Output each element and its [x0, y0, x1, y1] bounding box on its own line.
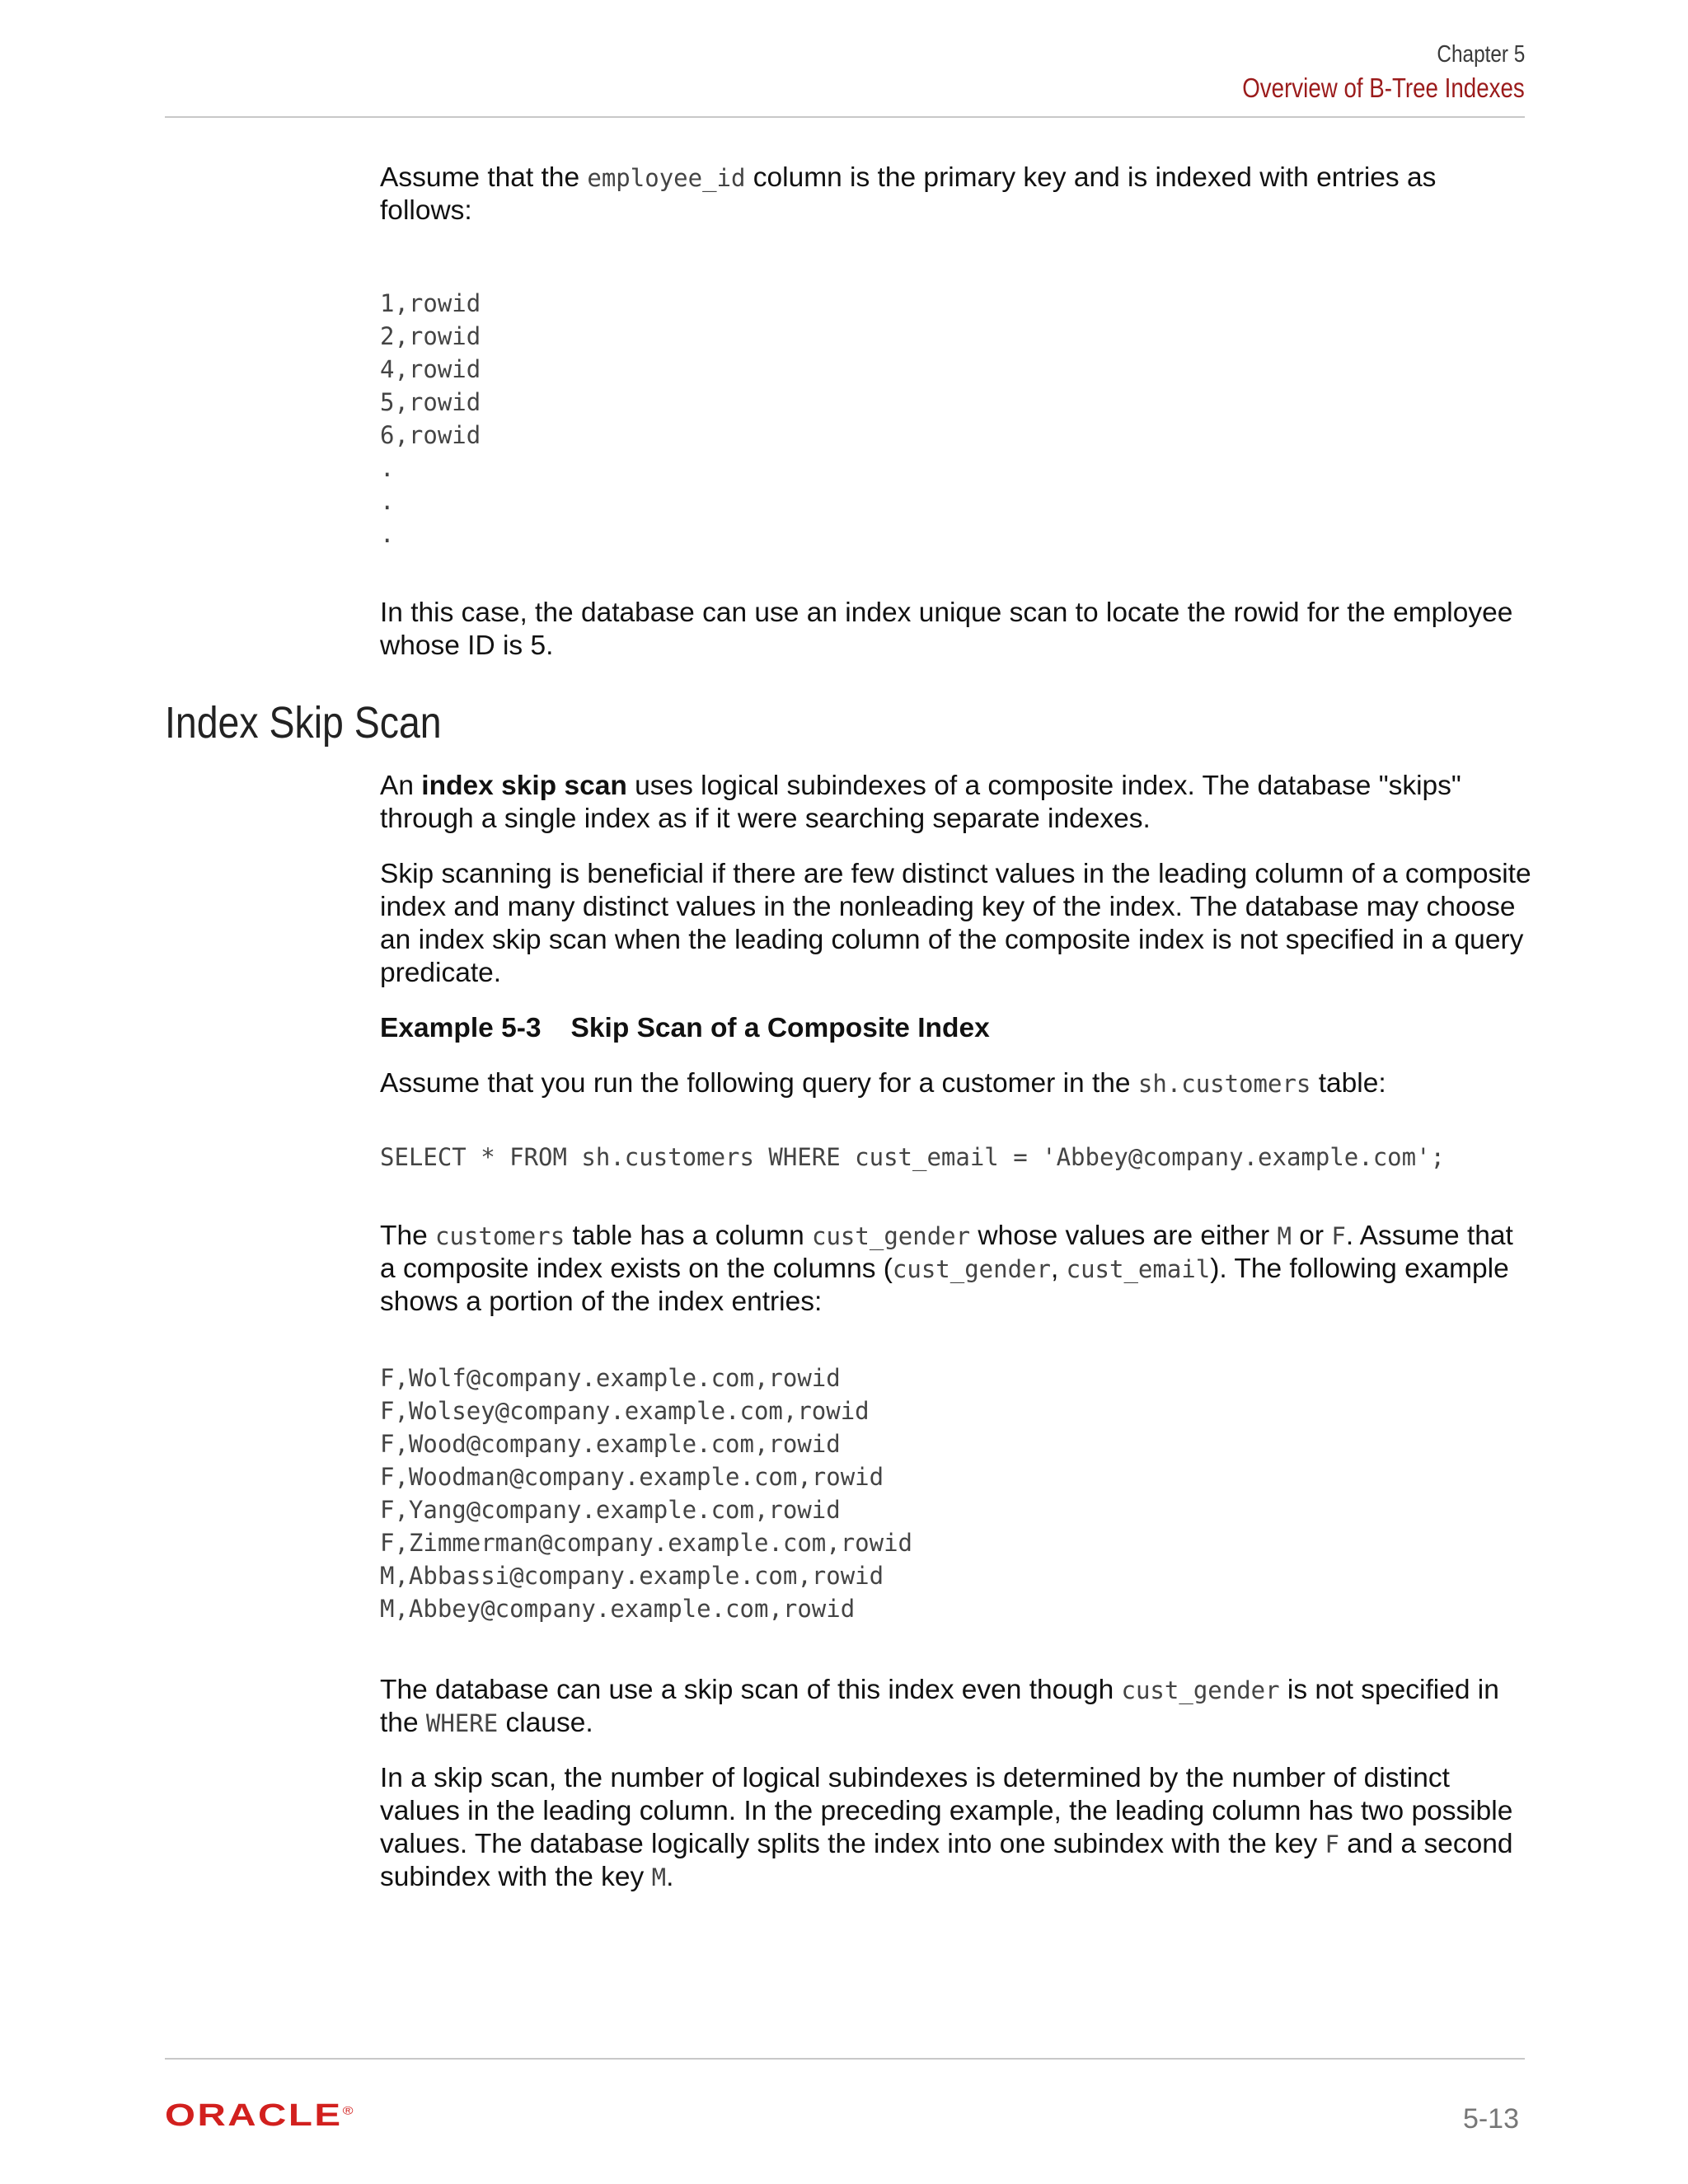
text-run: is not specified in the: [380, 1675, 1499, 1738]
code-line: 6,rowid: [380, 421, 481, 449]
header-section-title: Overview of B-Tree Indexes: [1242, 73, 1525, 103]
code-line: .: [380, 487, 395, 515]
inline-code: F: [1331, 1222, 1346, 1250]
code-line: 1,rowid: [380, 289, 481, 317]
header-chapter: Chapter 5: [1437, 41, 1525, 68]
inline-code: employee_id: [587, 164, 746, 192]
code-line: 5,rowid: [380, 388, 481, 416]
example-number: Example 5-3: [380, 1013, 542, 1043]
bold-term: index skip scan: [421, 771, 627, 801]
example-title: [380, 1012, 1534, 1045]
paragraph-unique-scan: In this case, the database can use an index unique scan to locate the rowid for the employee whose ID is 5.: [380, 598, 1513, 661]
text-run: table:: [1311, 1068, 1386, 1099]
code-line: .: [380, 520, 395, 548]
oracle-logo: [165, 2098, 353, 2134]
inline-code: cust_gender: [892, 1255, 1051, 1283]
code-line: F,Wolf@company.example.com,rowid: [380, 1364, 841, 1392]
footer-divider: [165, 2058, 1525, 2060]
text-run: The: [380, 1221, 436, 1251]
text-run: whose values are either: [970, 1221, 1278, 1251]
logo-text: ORACLE: [165, 2098, 343, 2133]
paragraph-skip-scan-benefit: Skip scanning is beneficial if there are few distinct values in the leading column of a composite index and many distinct values in the nonleading key of the index. The database may choose an index skip scan when the leading column of the composite index is not specified in a query predicate.: [380, 859, 1531, 988]
inline-code: F: [1325, 1830, 1339, 1858]
text-run: Assume that the: [380, 162, 588, 193]
inline-code: sh.customers: [1137, 1070, 1311, 1098]
section-title: Index Skip Scan: [165, 698, 442, 748]
text-run: An: [380, 771, 422, 801]
inline-code: cust_gender: [812, 1222, 971, 1250]
text-run: uses logical subindexes of a composite index. The database "skips" through a single index as if it were searching separate indexes.: [380, 771, 1461, 834]
inline-code: customers: [435, 1222, 565, 1250]
paragraph-subindexes: [380, 1762, 1534, 1894]
paragraph-composite-index: [380, 1220, 1534, 1319]
text-run: and a second subindex with the key: [380, 1829, 1513, 1892]
code-line: F,Zimmerman@company.example.com,rowid: [380, 1529, 913, 1557]
paragraph-query-intro: [380, 1067, 1534, 1100]
paragraph-skip-scan-usage: [380, 1674, 1534, 1740]
code-line: M,Abbassi@company.example.com,rowid: [380, 1562, 884, 1590]
text-run: column is the primary key and is indexed with entries as follows:: [380, 162, 1437, 226]
code-line: 4,rowid: [380, 355, 481, 383]
code-line: M,Abbey@company.example.com,rowid: [380, 1595, 856, 1623]
text-run: . Assume that a composite index exists on the columns (: [380, 1221, 1513, 1284]
inline-code: M: [651, 1863, 667, 1891]
inline-code: M: [1277, 1222, 1292, 1250]
inline-code: cust_email: [1066, 1255, 1211, 1283]
code-line: SELECT * FROM sh.customers WHERE cust_email = 'Abbey@company.example.com';: [380, 1143, 1446, 1171]
text-run: The database can use a skip scan of this index even though: [380, 1675, 1122, 1705]
code-line: .: [380, 454, 395, 482]
text-run: ). The following example shows a portion of the index entries:: [380, 1254, 1509, 1317]
inline-code: cust_gender: [1121, 1676, 1280, 1704]
code-block-query: [380, 1141, 1534, 1174]
text-run: or: [1291, 1221, 1332, 1251]
paragraph-skip-scan-definition: [380, 770, 1534, 836]
text-run: In a skip scan, the number of logical subindexes is determined by the number of distinct values in the leading column. In the preceding example, the leading column has two possible values. The database logically splits the index into one subindex with the key: [380, 1763, 1513, 1859]
text-run: ,: [1050, 1254, 1067, 1284]
code-line: 2,rowid: [380, 322, 481, 350]
text-run: Assume that you run the following query for a customer in the: [380, 1068, 1138, 1099]
text-run: .: [666, 1862, 674, 1892]
code-line: F,Woodman@company.example.com,rowid: [380, 1463, 884, 1491]
code-line: F,Wolsey@company.example.com,rowid: [380, 1397, 870, 1425]
page-number: 5-13: [1462, 2103, 1519, 2135]
text-run: clause.: [498, 1708, 593, 1738]
example-heading: Skip Scan of a Composite Index: [570, 1013, 990, 1043]
header-divider: [165, 116, 1525, 118]
code-line: F,Yang@company.example.com,rowid: [380, 1496, 841, 1524]
inline-code: WHERE: [425, 1709, 499, 1737]
paragraph-primary-key: [380, 162, 1534, 227]
code-line: F,Wood@company.example.com,rowid: [380, 1430, 841, 1458]
registered-mark: ®: [342, 2103, 354, 2117]
code-block-index-entries: [380, 287, 1534, 551]
code-block-composite-entries: [380, 1361, 1534, 1625]
text-run: table has a column: [565, 1221, 813, 1251]
